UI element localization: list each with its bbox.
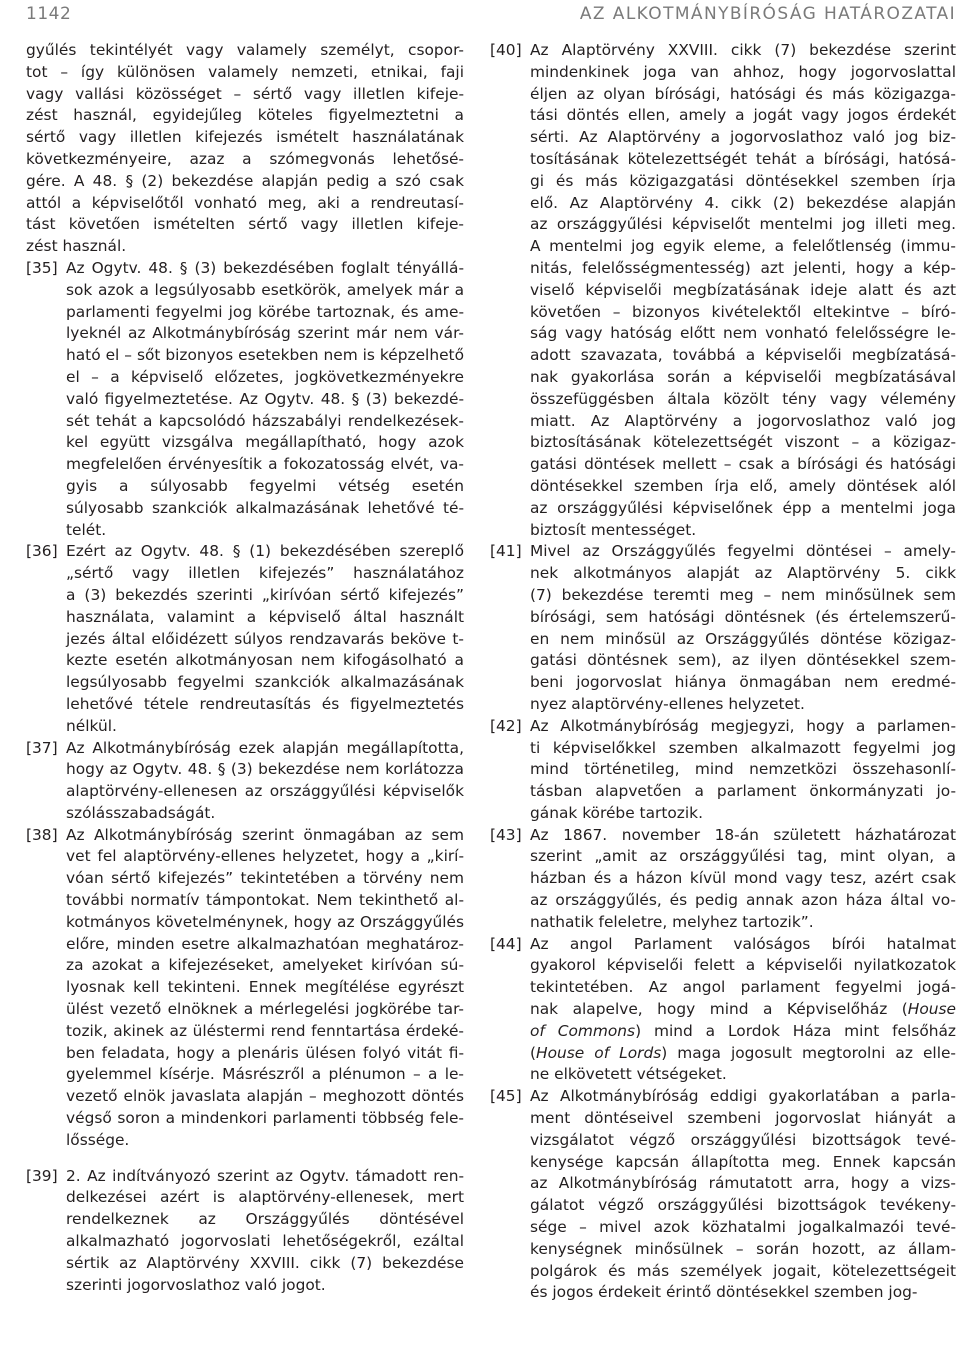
line-text: lehetővé tétele rendreutasítás és figyelmeztetés xyxy=(66,694,464,713)
line-text: A mentelmi jog egyik eleme, a felelőtlenség (immu- xyxy=(530,237,956,256)
text-line xyxy=(490,411,956,433)
text-line xyxy=(490,1282,956,1304)
line-text: előre, minden esetre alkalmazhatóan meghatároz- xyxy=(66,934,464,953)
line-text: hogy az Ogytv. 48. § (3) bekezdése nem korlátozza xyxy=(66,760,464,779)
paragraph-number: [36] xyxy=(26,542,58,561)
paragraph-number: [39] xyxy=(26,1166,58,1185)
text-line xyxy=(26,62,464,84)
line-text: nitás, felelősségmentesség) azt jelenti, hogy a kép- xyxy=(530,258,956,277)
line-text: gatási döntésnek sem), az ilyen döntésekkel szem- xyxy=(530,651,956,670)
line-text: kenysége kapcsán állapította meg. Ennek kapcsán xyxy=(530,1152,956,1171)
text-line xyxy=(490,977,956,999)
line-text: tást követően ismételten sértő vagy illetlen kifeje- xyxy=(26,215,464,234)
line-text: gére. A 48. § (2) bekezdése alapján pedig a szó csak xyxy=(26,171,464,190)
text-line xyxy=(26,999,464,1021)
line-text: zést használ, egyidejűleg köteles figyelmeztetni a xyxy=(26,106,464,125)
paragraph xyxy=(26,258,464,541)
text-line xyxy=(490,40,956,62)
line-text: megfelelően érvényesítik a fokozatosság elvét, va- xyxy=(66,455,464,474)
line-text: az országgyűlés, és pedig annak azon háza által vo- xyxy=(530,891,956,910)
text-line xyxy=(490,323,956,345)
text-line xyxy=(490,1108,956,1130)
text-line xyxy=(490,781,956,803)
paragraph xyxy=(490,40,956,541)
paragraph xyxy=(26,541,464,737)
line-text: éljen az olyan bírósági, hatósági és más közigazga- xyxy=(530,84,956,103)
line-text: „sértő vagy illetlen kifejezés” használatához xyxy=(66,564,464,583)
text-line xyxy=(26,650,464,672)
line-text: Az 1867. november 18-án született házhatározat xyxy=(530,825,956,844)
left-column xyxy=(26,40,464,1296)
text-line xyxy=(26,1086,464,1108)
paragraph xyxy=(26,1166,464,1297)
text-line xyxy=(490,432,956,454)
text-line xyxy=(26,1108,464,1130)
line-text: lyosnak kell tekinteni. Ennek megítélése egyrészt xyxy=(66,978,464,997)
line-text: of Commons) mind a Lordok Háza mint felsőház xyxy=(530,1021,956,1040)
line-text: kel együtt vizsgálva megállapítható, hogy azok xyxy=(66,433,464,452)
text-line xyxy=(26,258,464,280)
line-text: tot – így különösen valamely nemzeti, etnikai, faji xyxy=(26,62,464,81)
text-line xyxy=(490,1021,956,1043)
line-text: való figyelmeztetése. Az Ogytv. 48. § (3) bekezdé- xyxy=(66,389,464,408)
line-text: delkezései azért is alaptörvény-ellenesek, mert xyxy=(66,1188,464,1207)
line-text: Az Ogytv. 48. § (3) bekezdésében foglalt tényállá- xyxy=(66,258,464,277)
text-line xyxy=(490,1217,956,1239)
text-line xyxy=(26,520,464,542)
paragraph-number: [35] xyxy=(26,258,58,277)
text-line xyxy=(490,1152,956,1174)
line-text: beni jogorvoslat hiánya önmagában nem eredmé- xyxy=(530,673,956,692)
paragraph-number: [43] xyxy=(490,825,522,844)
line-text: el – a képviselő előzetes, jogkövetkezményekre xyxy=(66,367,464,386)
text-line xyxy=(26,803,464,825)
text-line xyxy=(26,738,464,760)
line-text: alkalmazható jogorvoslati lehetőségekről, ezáltal xyxy=(66,1232,464,1251)
paragraph-number: [44] xyxy=(490,934,522,953)
line-text: kotmányos követelménynek, hogy az Országgyűlés xyxy=(66,912,464,931)
text-line xyxy=(490,912,956,934)
line-text: házban és a házon kívül mond vagy tesz, azért csak xyxy=(530,869,956,888)
line-text: (7) bekezdése teremti meg – nem minősülnek sem xyxy=(530,585,956,604)
line-text: további normatív támpontokat. Nem tekinthető al- xyxy=(66,891,464,910)
line-text: szólásszabadságát. xyxy=(66,803,216,822)
line-text: sége – mivel azok közhatalmi jogalkalmazói tevé- xyxy=(530,1218,956,1237)
line-text: gyis a súlyosabb fegyelmi vétség esetén xyxy=(66,476,464,495)
text-line xyxy=(26,193,464,215)
paragraph xyxy=(26,738,464,825)
text-line xyxy=(26,323,464,345)
line-text: összefüggésben általa közölt tény vagy vélemény xyxy=(530,389,956,408)
text-line xyxy=(26,236,464,258)
line-text: szerint „amit az országgyűlési tag, mint olyan, a xyxy=(530,847,956,866)
text-line xyxy=(26,716,464,738)
line-text: elő. Az Alaptörvény 4. cikk (2) bekezdése alapján xyxy=(530,193,956,212)
text-line xyxy=(490,738,956,760)
line-text: az országgyűlési képviselőnek épp a mentelmi joga xyxy=(530,498,956,517)
line-text: lyeknél az Alkotmánybíróság szerint már nem vár- xyxy=(66,324,464,343)
line-text: sérti. Az Alaptörvény a jogorvoslathoz való jog biz- xyxy=(530,128,956,147)
text-line xyxy=(490,280,956,302)
paragraph xyxy=(26,825,464,1152)
text-line xyxy=(490,520,956,542)
text-line xyxy=(490,149,956,171)
line-text: legsúlyosabb fegyelmi szankciók alkalmazásának xyxy=(66,673,464,692)
line-text: 2. Az indítványozó szerint az Ogytv. támadott ren- xyxy=(66,1166,464,1185)
text-line xyxy=(26,672,464,694)
line-text: gyakorol képviselői felett a képviselői nyilatkozatok xyxy=(530,956,956,975)
text-line xyxy=(490,716,956,738)
line-text: biztosításának kötelezettségét viszont – a közigaz- xyxy=(530,433,956,452)
text-line xyxy=(490,629,956,651)
text-line xyxy=(26,214,464,236)
page-header xyxy=(0,0,960,28)
text-line xyxy=(490,650,956,672)
paragraph-number: [45] xyxy=(490,1087,522,1106)
text-line xyxy=(26,977,464,999)
line-text: parlamenti fegyelmi jog körébe tartoznak, és ame- xyxy=(66,302,464,321)
line-text: zést használ. xyxy=(26,237,127,256)
text-line xyxy=(490,1064,956,1086)
text-line xyxy=(490,1261,956,1283)
text-line xyxy=(490,454,956,476)
text-line xyxy=(490,934,956,956)
text-line xyxy=(26,912,464,934)
line-text: súlyosabb szankciók alkalmazásának lehetővé té- xyxy=(66,498,464,517)
line-text: sok azok a legsúlyosabb esetkörök, amelyek már a xyxy=(66,280,464,299)
line-text: gi és más közigazgatási döntésekkel szemben írja xyxy=(530,171,956,190)
text-line xyxy=(26,302,464,324)
text-line xyxy=(490,1239,956,1261)
line-text: sét tehát a kapcsolódó házszabályi rendelkezések- xyxy=(66,411,464,430)
text-line xyxy=(490,1043,956,1065)
text-line xyxy=(26,1021,464,1043)
text-line xyxy=(490,105,956,127)
line-text: nélkül. xyxy=(66,716,117,735)
line-text: Az Alaptörvény XXVIII. cikk (7) bekezdése szerint xyxy=(530,41,956,59)
text-line xyxy=(26,1043,464,1065)
right-column xyxy=(490,40,956,1304)
text-line xyxy=(26,105,464,127)
text-line xyxy=(26,1209,464,1231)
line-text: és jogos érdekeit érintő döntésekkel szemben jog- xyxy=(530,1283,918,1302)
text-line xyxy=(490,302,956,324)
line-text: rendelkeznek az Országgyűlés döntésével xyxy=(66,1210,464,1229)
text-line xyxy=(490,825,956,847)
line-text: tásban alapvetően a parlament önkormányzati jo- xyxy=(530,782,956,801)
line-text: mind történetileg, mind nemzetközi összehasonlí- xyxy=(530,760,956,779)
line-text: az országgyűlési képviselőt mentelmi jog illeti meg. xyxy=(530,215,956,234)
text-line xyxy=(490,389,956,411)
text-line xyxy=(26,781,464,803)
line-text: gyűlés tekintélyét vagy valamely személyt, csopor- xyxy=(26,41,464,59)
text-line xyxy=(26,563,464,585)
line-text: következményeire, azaz a szómegvonás lehetősé- xyxy=(26,149,464,168)
text-line xyxy=(26,84,464,106)
text-line xyxy=(26,607,464,629)
line-text: vizsgálatot végző országgyűlési bizottságok tevé- xyxy=(530,1130,956,1149)
text-line xyxy=(26,280,464,302)
line-text: szerinti jogorvoslathoz való jogot. xyxy=(66,1275,326,1294)
line-text: gyelemmel kísérje. Másrészről a plénumon – a le- xyxy=(66,1065,464,1084)
line-text: gatási döntések mellett – csak a bírósági és hatósági xyxy=(530,455,956,474)
line-text: attól a képviselőtől vonható meg, aki a rendreutasí- xyxy=(26,193,464,212)
line-text: bírósági, sem hatósági döntésnek (és értelemszerű- xyxy=(530,607,956,626)
text-line xyxy=(490,1195,956,1217)
text-line xyxy=(490,258,956,280)
running-head: AZ ALKOTMÁNYBÍRÓSÁG HATÁROZATAI xyxy=(579,4,956,24)
line-text: Ezért az Ogytv. 48. § (1) bekezdésében szereplő xyxy=(66,542,464,561)
text-line xyxy=(490,955,956,977)
line-text: za azokat a kifejezéseket, amelyeket kirívóan sú- xyxy=(66,956,464,975)
text-line xyxy=(490,694,956,716)
line-text: alaptörvény-ellenesen az országgyűlési képviselők xyxy=(66,782,464,801)
line-text: ülést vezető elnöknek a mérlegelési jogkörébe tar- xyxy=(66,1000,464,1019)
line-text: ti képviselőkkel szemben alkalmazott fegyelmi jog xyxy=(530,738,956,757)
line-text: nathatik feleletre, melyhez tartozik”. xyxy=(530,912,814,931)
text-line xyxy=(26,476,464,498)
text-line xyxy=(490,127,956,149)
line-text: vagy vallási közösséget – sértő vagy illetlen kifeje- xyxy=(26,84,464,103)
line-text: gálatot végző országgyűlési bizottságok tevékeny- xyxy=(530,1196,956,1215)
paragraph xyxy=(490,1086,956,1304)
line-text: kenységnek minősülnek – során hozott, az állam- xyxy=(530,1239,956,1258)
page-number: 1142 xyxy=(26,4,72,24)
text-line xyxy=(26,1253,464,1275)
text-line xyxy=(26,585,464,607)
line-text: tozik, akinek az üléstermi rend fenntartása érdeké- xyxy=(66,1021,464,1040)
line-text: nyez alaptörvény-ellenes helyzetet. xyxy=(530,694,805,713)
text-line xyxy=(26,454,464,476)
line-text: Az Alkotmánybíróság eddigi gyakorlatában a parla- xyxy=(530,1087,956,1106)
text-line xyxy=(26,345,464,367)
text-line xyxy=(490,563,956,585)
line-text: miatt. Az Alaptörvény a jogorvoslathoz való jog xyxy=(530,411,956,430)
paragraph-number: [37] xyxy=(26,738,58,757)
text-line xyxy=(26,389,464,411)
text-line xyxy=(490,759,956,781)
text-line xyxy=(26,1275,464,1297)
text-line xyxy=(490,476,956,498)
text-line xyxy=(26,498,464,520)
text-line xyxy=(26,1231,464,1253)
text-line xyxy=(26,1064,464,1086)
line-text: lőssége. xyxy=(66,1130,130,1149)
line-text: tási döntés ellen, amely a jogát vagy jogos érdekét xyxy=(530,106,956,125)
text-line xyxy=(490,345,956,367)
line-text: jezés által előidézett súlyos rendzavarás beköve t- xyxy=(66,629,464,648)
line-text: Mivel az Országgyűlés fegyelmi döntései – amely- xyxy=(530,542,956,561)
text-line xyxy=(26,1166,464,1188)
line-text: ható el – sőt bizonyos esetekben nem is képzelhető xyxy=(66,346,464,365)
text-line xyxy=(490,999,956,1021)
line-text: kezte esetén alkotmányosan nem kifogásolható a xyxy=(66,651,464,670)
text-line xyxy=(490,84,956,106)
text-line xyxy=(490,890,956,912)
line-text: (House of Lords) maga jogosult megtorolni az elle- xyxy=(530,1043,956,1062)
paragraph-number: [40] xyxy=(490,41,522,59)
line-text: en nem minősül az Országgyűlés döntése közigaz- xyxy=(530,629,956,648)
text-line xyxy=(26,934,464,956)
text-line xyxy=(490,367,956,389)
paragraph-number: [42] xyxy=(490,716,522,735)
line-text: nak alapelve, hogy mind a Képviselőház (House xyxy=(530,1000,956,1019)
text-line xyxy=(26,825,464,847)
line-text: tosításának kötelezettségét tehát a bírósági, hatósá- xyxy=(530,149,956,168)
text-line xyxy=(490,1130,956,1152)
text-line xyxy=(26,432,464,454)
line-text: Az Alkotmánybíróság szerint önmagában az sem xyxy=(66,825,464,844)
paragraph xyxy=(490,825,956,934)
line-text: ment döntéseivel szembeni jogorvoslat hiányát a xyxy=(530,1109,956,1128)
line-text: tekintetében. Az angol parlament fegyelmi jogá- xyxy=(530,978,956,997)
line-text: vezető elnök javaslata alapján – meghozott döntés xyxy=(66,1087,464,1106)
text-line xyxy=(490,672,956,694)
text-line xyxy=(26,846,464,868)
text-line xyxy=(490,193,956,215)
line-text: ne elkövetett vétségeket. xyxy=(530,1065,727,1084)
line-text: az Alkotmánybíróság rámutatott arra, hogy a vizs- xyxy=(530,1174,956,1193)
line-text: ság vagy hatóság előtt nem vonható felelősségre le- xyxy=(530,324,956,343)
line-text: vóan sértő kifejezés” tekintetében a törvény nem xyxy=(66,869,464,888)
text-line xyxy=(490,607,956,629)
paragraph xyxy=(490,541,956,715)
line-text: vet fel alaptörvény-ellenes helyzetet, hogy a „kirí- xyxy=(66,847,464,866)
text-line xyxy=(26,171,464,193)
text-line xyxy=(26,890,464,912)
line-text: nak gyakorlása során a képviselői megbízatásával xyxy=(530,367,956,386)
line-text: a (3) bekezdés szerinti „kirívóan sértő kifejezés” xyxy=(66,585,464,604)
text-line xyxy=(26,541,464,563)
paragraph xyxy=(490,716,956,825)
text-line xyxy=(490,171,956,193)
text-line xyxy=(490,498,956,520)
text-line xyxy=(26,629,464,651)
line-text: polgárok és más személyek jogait, kötelezettségeit xyxy=(530,1261,956,1280)
paragraph xyxy=(26,40,464,258)
line-text: ben feladata, hogy a plenáris ülésen folyó vitát fi- xyxy=(66,1043,464,1062)
text-line xyxy=(26,40,464,62)
text-line xyxy=(490,1173,956,1195)
line-text: követően – bizonyos kivételektől eltekintve – bíró- xyxy=(530,302,956,321)
text-line xyxy=(26,149,464,171)
line-text: sértik az Alaptörvény XXVIII. cikk (7) bekezdése xyxy=(66,1253,464,1272)
line-text: Az angol Parlament valóságos bírói hatalmat xyxy=(530,934,956,953)
text-line xyxy=(26,367,464,389)
text-line xyxy=(490,585,956,607)
line-text: telét. xyxy=(66,520,107,539)
line-text: nek alkotmányos alapját az Alaptörvény 5. cikk xyxy=(530,564,956,583)
line-text: Az Alkotmánybíróság megjegyzi, hogy a parlamen- xyxy=(530,716,956,735)
text-line xyxy=(26,694,464,716)
text-line xyxy=(26,1187,464,1209)
text-line xyxy=(490,236,956,258)
text-line xyxy=(26,759,464,781)
text-line xyxy=(490,803,956,825)
text-line xyxy=(490,846,956,868)
text-line xyxy=(26,1130,464,1152)
text-line xyxy=(490,214,956,236)
line-text: adott szavazata, továbbá a képviselői megbízatásá- xyxy=(530,346,956,365)
paragraph xyxy=(490,934,956,1087)
line-text: biztosít mentességet. xyxy=(530,520,697,539)
paragraph-number: [38] xyxy=(26,825,58,844)
line-text: sértő vagy illetlen kifejezés ismételt használatának xyxy=(26,128,464,147)
line-text: viselő képviselői megbízatásának ideje alatt és azt xyxy=(530,280,956,299)
line-text: végső soron a mindenkori parlamenti többség fele- xyxy=(66,1109,464,1128)
line-text: Az Alkotmánybíróság ezek alapján megállapította, xyxy=(66,738,464,757)
line-text: mindenkinek joga van ahhoz, hogy jogorvoslattal xyxy=(530,62,956,81)
text-line xyxy=(490,62,956,84)
text-line xyxy=(490,868,956,890)
text-line xyxy=(26,955,464,977)
text-line xyxy=(26,411,464,433)
line-text: használata, valamint a képviselő által használt xyxy=(66,607,464,626)
text-line xyxy=(490,541,956,563)
text-line xyxy=(26,868,464,890)
paragraph-number: [41] xyxy=(490,542,522,561)
text-line xyxy=(26,127,464,149)
line-text: gának körébe tartozik. xyxy=(530,803,703,822)
text-line xyxy=(490,1086,956,1108)
line-text: döntésekkel szemben írja elő, amely döntések alól xyxy=(530,476,956,495)
